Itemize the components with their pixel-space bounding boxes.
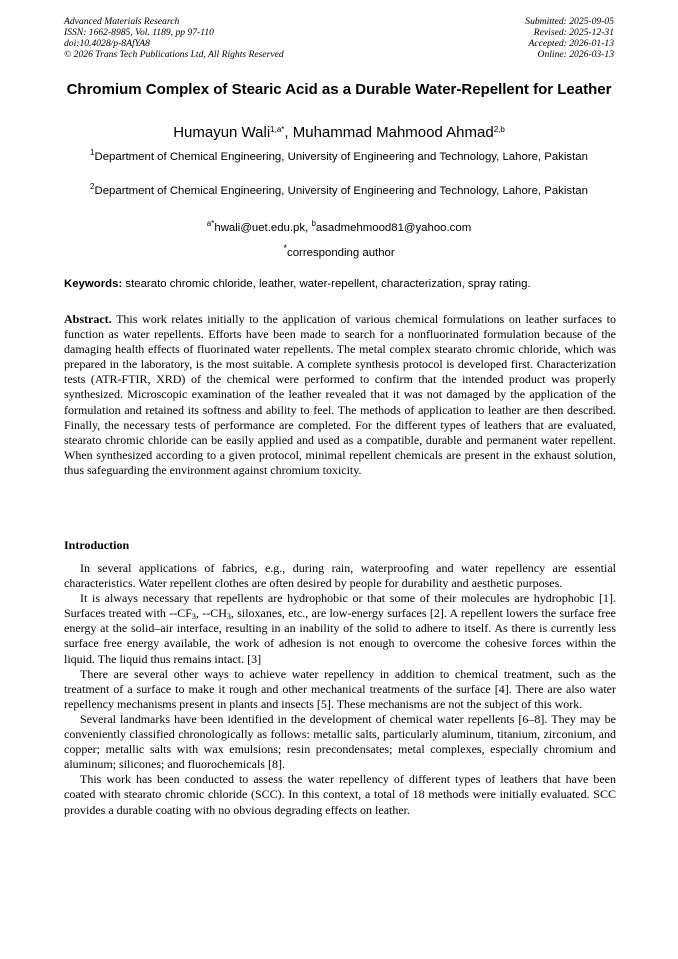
paragraph: In several applications of fabrics, e.g., during rain, waterproofing and water repellency are essential characteristics. Water repellent clothes are often desired by people for durability and aesthetic purposes. xyxy=(64,561,616,591)
affiliation-mark: 1 xyxy=(90,148,95,157)
copyright-line: © 2026 Trans Tech Publications Ltd, All Rights Reserved xyxy=(64,49,284,60)
author-list xyxy=(64,124,614,142)
introduction-body xyxy=(64,561,616,818)
abstract-section xyxy=(64,312,616,478)
keywords-label: Keywords: xyxy=(64,278,123,290)
paragraph: This work has been conducted to assess the water repellency of different types of leathers that have been coated with stearato chromic chloride (SCC). In this context, a total of 18 methods were initially evaluated. SCC provides a durable coating with no obvious degrading effects on leather. xyxy=(64,772,616,817)
doi-line: doi:10.4028/p-8AfYA8 xyxy=(64,38,150,49)
email-mark: a* xyxy=(206,219,215,228)
dates-info xyxy=(525,16,614,60)
paper-title: Chromium Complex of Stearic Acid as a Durable Water-Repellent for Leather xyxy=(66,81,612,98)
section-heading-introduction: Introduction xyxy=(64,538,130,552)
author-name: Humayun Wali xyxy=(173,124,271,141)
publication-info xyxy=(64,16,284,60)
paragraph-text: It is always necessary that repellents are hydrophobic or that some of their molecules are hydrophobic [1]. Surfaces treated with --CF xyxy=(64,591,616,621)
email-link[interactable]: asadmehmood81@yahoo.com xyxy=(315,222,472,234)
author-affiliation-mark: 2,b xyxy=(493,125,505,134)
affiliation-text: Department of Chemical Engineering, University of Engineering and Technology, Lahore, Pakistan xyxy=(94,151,588,163)
email-mark: b xyxy=(311,219,316,228)
keywords-section xyxy=(64,277,616,292)
paragraph: Several landmarks have been identified in the development of chemical water repellents [6–8]. They may be conveniently classified chronologically as follows: metallic salts, particularly aluminum, titanium, zirconium, and copper; metallic salts with wax emulsions; resin precondensates; metal complexes, especially chromium and aluminum; silicones; and fluorochemicals [8]. xyxy=(64,711,616,772)
subscript: 3 xyxy=(226,612,231,622)
email-link[interactable]: hwali@uet.edu.pk xyxy=(214,222,306,234)
online-date: Online: 2026-03-13 xyxy=(537,49,614,60)
corresponding-mark: * xyxy=(283,243,288,254)
author-name: Muhammad Mahmood Ahmad xyxy=(292,124,494,141)
paragraph-text: , --CH xyxy=(195,606,227,621)
author-separator: , xyxy=(284,124,293,141)
corresponding-text: corresponding author xyxy=(287,246,395,259)
accepted-date: Accepted: 2026-01-13 xyxy=(528,38,614,49)
issn-line: ISSN: 1662-8985, Vol. 1189, pp 97-110 xyxy=(64,27,214,38)
author-emails xyxy=(64,221,614,235)
keywords-text: stearato chromic chloride, leather, water-repellent, characterization, spray rating. xyxy=(125,278,531,290)
abstract-text: This work relates initially to the application of various chemical formulations on leather surfaces to function as water repellents. Efforts have been made to search for a nonfluorinated formulation because of the damaging health effects of fluorinated water repellents. The metal complex stearato chromic chloride, which was prepared in the laboratory, is the most suitable. A complete synthesis protocol is developed first. Characterization tests (ATR-FTIR, XRD) of the chemical were performed to confirm that the intended product was properly synthesized. Microscopic examination of the leather revealed that it was not damaged by the application of the formulation and retained its softness and ability to feel. The methods of application to leather are then described. Finally, the necessary tests of performance are completed. For the different types of leathers that are evaluated, stearato chromic chloride can be easily applied and used as a compatible, durable and permanent water repellent. When synthesized according to a given protocol, minimal repellent chemicals are present in the exhaust solution, thus safeguarding the environment against chromium toxicity. xyxy=(64,312,617,477)
author-affiliation-mark: 1,a* xyxy=(270,125,285,134)
paragraph: There are several other ways to achieve water repellency in addition to chemical treatment, such as the treatment of a surface to make it rough and other mechanical treatments of the surface [4]. There are also water repellency mechanisms present in plants and insects [5]. These mechanisms are not the subject of this work. xyxy=(64,666,616,711)
journal-header xyxy=(64,16,614,64)
paragraph xyxy=(64,591,616,666)
affiliation-1 xyxy=(80,150,598,165)
abstract-label: Abstract. xyxy=(64,312,112,326)
corresponding-author-note xyxy=(64,242,614,260)
submitted-date: Submitted: 2025-09-05 xyxy=(525,16,614,27)
journal-name: Advanced Materials Research xyxy=(64,16,180,27)
affiliation-text: Department of Chemical Engineering, University of Engineering and Technology, Lahore, Pakistan xyxy=(94,185,588,197)
affiliation-mark: 2 xyxy=(90,182,95,191)
subscript: 3 xyxy=(191,612,196,622)
revised-date: Revised: 2025-12-31 xyxy=(533,27,614,38)
affiliation-2 xyxy=(80,184,598,199)
email-separator: , xyxy=(305,222,312,234)
paragraph-text: , siloxanes, etc., are low-energy surfaces [2]. A repellent lowers the surface free energy at the solid–air interface, resulting in an inability of the solid to adhere to itself. As there is currently less surface free energy available, the work of adhesion is not enough to overcome the cohesive forces within the liquid. The liquid thus remains intact. [3] xyxy=(64,606,616,666)
